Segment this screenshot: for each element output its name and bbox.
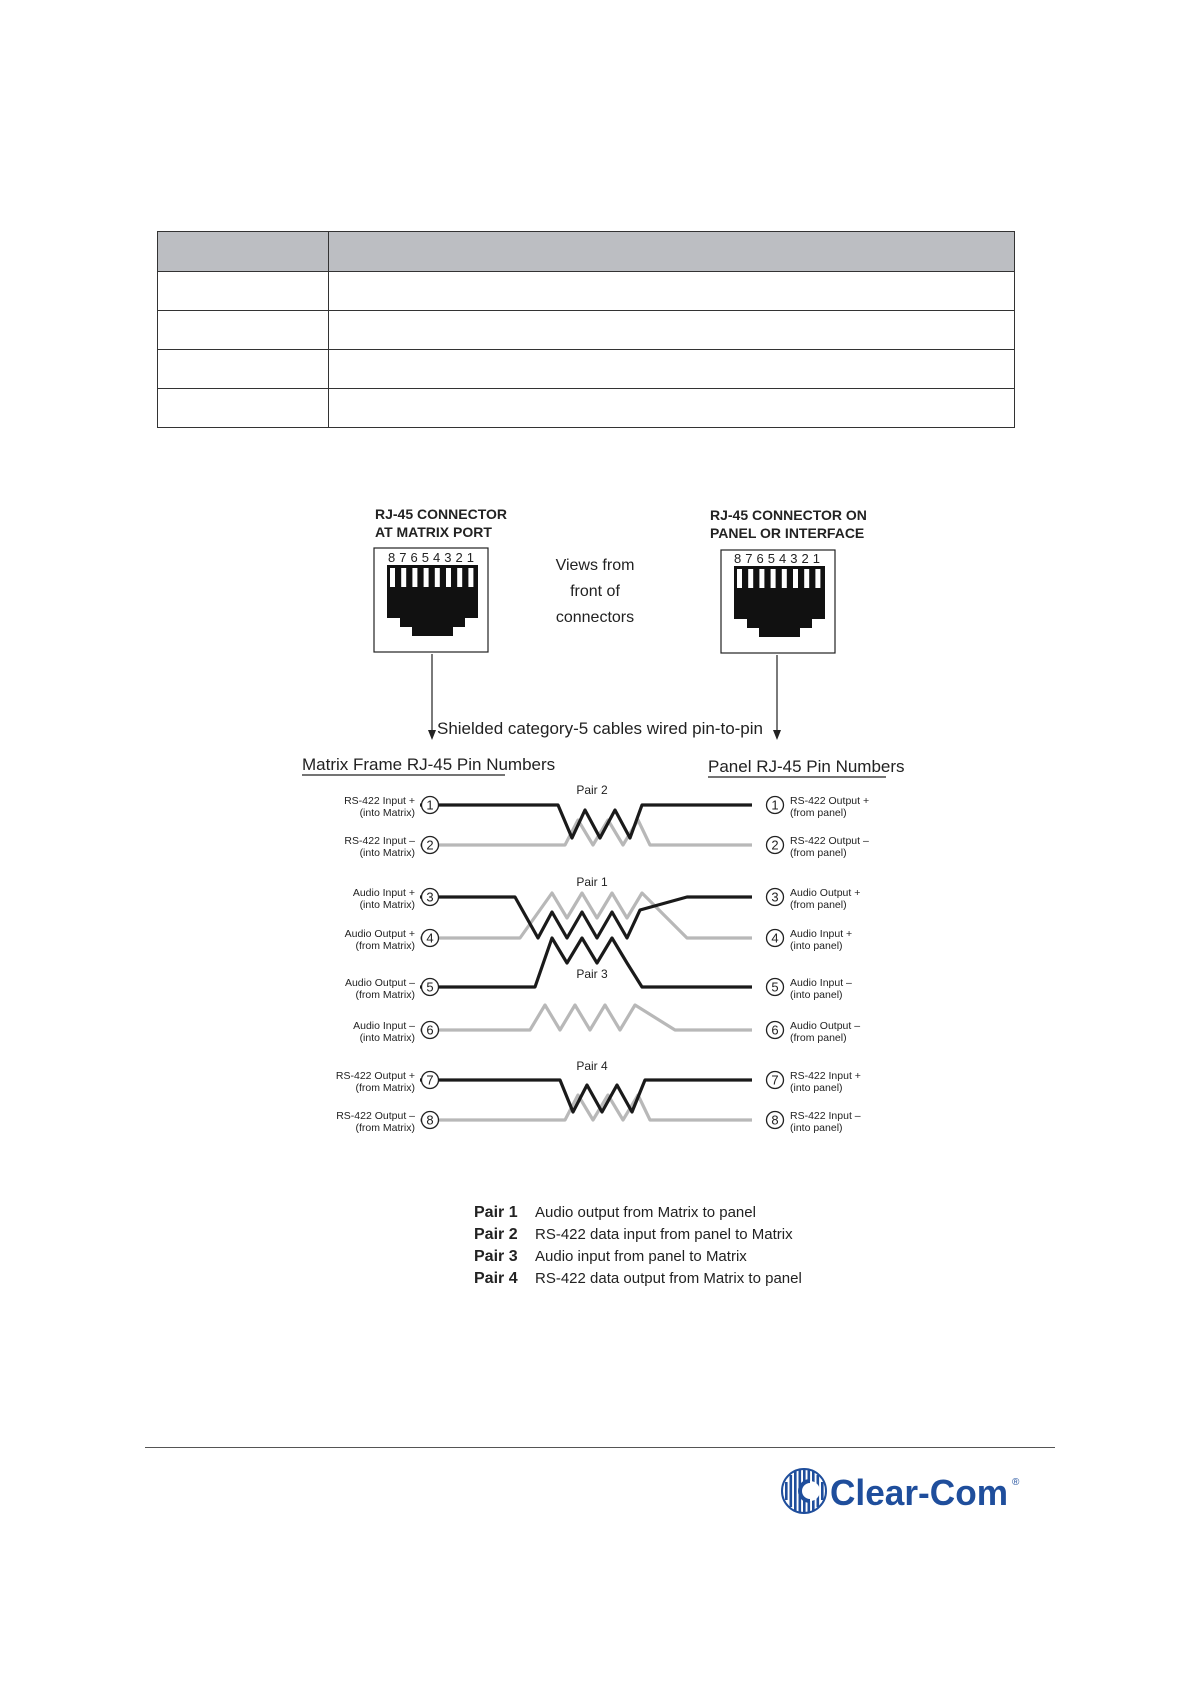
right-pin-list [767, 795, 870, 1134]
table-cell [158, 311, 329, 350]
left-connector-title-line1: RJ-45 CONNECTOR [375, 506, 507, 522]
table-row [158, 350, 1015, 389]
pin-label-line2: (into panel) [790, 1122, 843, 1134]
pin-row [344, 795, 438, 819]
pin-row [767, 1070, 861, 1094]
pin-row [344, 835, 438, 859]
logo-registered-mark: ® [1012, 1477, 1020, 1488]
pin-number: 5 [771, 979, 779, 995]
right-rj45-connector-icon [721, 550, 835, 653]
pin-number: 1 [771, 797, 779, 813]
connector-slot [771, 569, 776, 588]
table-cell [329, 232, 1015, 272]
pin-number: 1 [426, 797, 434, 813]
table-cell [329, 350, 1015, 389]
table-header-row [158, 232, 1015, 272]
pin-row [345, 977, 439, 1001]
pin-label-line1: Audio Output + [790, 887, 861, 899]
pin-number: 2 [771, 837, 779, 853]
legend-pair: Pair 2 [474, 1226, 518, 1243]
connector-slot [457, 568, 462, 587]
pin-label-line1: RS-422 Output – [336, 1110, 415, 1122]
matrix-pin-heading: Matrix Frame RJ-45 Pin Numbers [302, 755, 556, 774]
table-cell [158, 389, 329, 428]
pin-label-line2: (from Matrix) [355, 940, 415, 952]
pin-number: 7 [426, 1072, 434, 1088]
legend-pair: Pair 4 [474, 1270, 518, 1287]
connector-slot [468, 568, 473, 587]
pin-row [345, 928, 439, 952]
pin-row [353, 1020, 438, 1044]
rj45-wiring-diagram [290, 500, 910, 1300]
table-row [158, 272, 1015, 311]
pin-label-line1: Audio Output – [790, 1020, 861, 1032]
pin-number: 6 [771, 1022, 779, 1038]
legend-desc: Audio input from panel to Matrix [535, 1248, 747, 1265]
pin-label-line2: (from panel) [790, 899, 847, 911]
pair-label: Pair 4 [576, 1059, 608, 1073]
legend-desc: RS-422 data input from panel to Matrix [535, 1226, 793, 1243]
pin-label-line2: (from Matrix) [355, 989, 415, 1001]
pin-label-line1: RS-422 Input – [344, 835, 415, 847]
left-rj45-connector-icon [374, 548, 488, 652]
right-connector-title-line2: PANEL OR INTERFACE [710, 525, 865, 541]
pin-row [767, 795, 870, 819]
pair-label: Pair 2 [576, 783, 608, 797]
left-down-arrow-icon [428, 654, 436, 740]
pin-label-line2: (into panel) [790, 989, 843, 1001]
legend-desc: RS-422 data output from Matrix to panel [535, 1270, 802, 1287]
table-cell [329, 389, 1015, 428]
pin-label-line2: (into Matrix) [359, 899, 415, 911]
pin-row [767, 928, 853, 952]
pin-label-line2: (from panel) [790, 1032, 847, 1044]
pin-label-line1: RS-422 Output + [335, 1070, 415, 1082]
pin-label-line1: RS-422 Input + [790, 1070, 861, 1082]
views-note-line1: Views from [555, 557, 635, 574]
pair-legend [474, 1204, 802, 1287]
legend-pair: Pair 1 [474, 1204, 518, 1221]
pin-number: 5 [426, 979, 434, 995]
pin-row [767, 887, 861, 911]
connector-slot [748, 569, 753, 588]
left-pin-list [336, 795, 439, 1134]
views-note-line3: connectors [555, 609, 635, 626]
pin-number: 4 [426, 930, 434, 946]
pin-number: 8 [426, 1112, 434, 1128]
pin-label-line2: (from panel) [790, 847, 847, 859]
pin-label-line2: (from Matrix) [355, 1122, 415, 1134]
pin-row [767, 977, 853, 1001]
pin-row [336, 1070, 439, 1094]
pin-label-line2: (into panel) [790, 940, 843, 952]
views-note-line2: front of [570, 583, 620, 600]
pin-label-line1: Audio Output + [344, 928, 415, 940]
pin-label-line1: Audio Input + [790, 928, 853, 940]
pin-table [157, 231, 1015, 428]
left-connector-title-line2: AT MATRIX PORT [375, 524, 492, 540]
pin-label-line1: RS-422 Input – [790, 1110, 861, 1122]
table-cell [329, 272, 1015, 311]
cable-note: Shielded category-5 cables wired pin-to-pin [436, 719, 764, 738]
connector-slot [435, 568, 440, 587]
pin-row [767, 1110, 861, 1134]
pin-number: 3 [426, 889, 434, 905]
pin-label-line1: Audio Input – [353, 1020, 415, 1032]
connector-slot [793, 569, 798, 588]
pin-label-line1: Audio Input + [352, 887, 415, 899]
pin-label-line1: RS-422 Output + [790, 795, 870, 807]
table-cell [158, 272, 329, 311]
table-cell [158, 350, 329, 389]
pin-label-line2: (from panel) [790, 807, 847, 819]
pin-number: 6 [426, 1022, 434, 1038]
pin-label-line2: (from Matrix) [355, 1082, 415, 1094]
clear-com-globe-icon [782, 1469, 826, 1513]
right-pin-digits: 8 7 6 5 4 3 2 1 [734, 551, 820, 566]
connector-slot [424, 568, 429, 587]
connector-slot [412, 568, 417, 587]
pin-label-line2: (into panel) [790, 1082, 843, 1094]
table-row [158, 389, 1015, 428]
pin-label-line1: RS-422 Output – [790, 835, 869, 847]
logo-text: Clear-Com [830, 1472, 1008, 1513]
panel-pin-heading: Panel RJ-45 Pin Numbers [708, 757, 905, 776]
legend-desc: Audio output from Matrix to panel [535, 1204, 756, 1221]
pin-row [336, 1110, 438, 1134]
pair-label: Pair 3 [576, 967, 608, 981]
left-pin-digits: 8 7 6 5 4 3 2 1 [388, 550, 474, 565]
pin-number: 7 [771, 1072, 779, 1088]
pin-label-line2: (into Matrix) [359, 1032, 415, 1044]
connector-slot [804, 569, 809, 588]
table-row [158, 311, 1015, 350]
pin-number: 3 [771, 889, 779, 905]
pin-row [353, 887, 439, 911]
pin-row [767, 835, 869, 859]
pin-label-line1: Audio Input – [790, 977, 852, 989]
pair-label: Pair 1 [576, 875, 608, 889]
connector-slot [782, 569, 787, 588]
pin-row [767, 1020, 861, 1044]
pin-label-line1: Audio Output – [344, 977, 415, 989]
right-connector-title-line1: RJ-45 CONNECTOR ON [710, 507, 867, 523]
pin-number: 8 [771, 1112, 779, 1128]
pin-number: 4 [771, 930, 779, 946]
connector-slot [401, 568, 406, 587]
connector-slot [446, 568, 451, 587]
connector-slot [390, 568, 395, 587]
pin-label-line2: (into Matrix) [359, 807, 415, 819]
table-cell [329, 311, 1015, 350]
pin-number: 2 [426, 837, 434, 853]
table-cell [158, 232, 329, 272]
connector-slot [815, 569, 820, 588]
pin-label-line2: (into Matrix) [359, 847, 415, 859]
connector-slot [737, 569, 742, 588]
connector-slot [759, 569, 764, 588]
footer-divider [145, 1447, 1055, 1448]
right-down-arrow-icon [773, 655, 781, 740]
legend-pair: Pair 3 [474, 1248, 518, 1265]
clear-com-logo [780, 1463, 1040, 1523]
pin-label-line1: RS-422 Input + [344, 795, 415, 807]
